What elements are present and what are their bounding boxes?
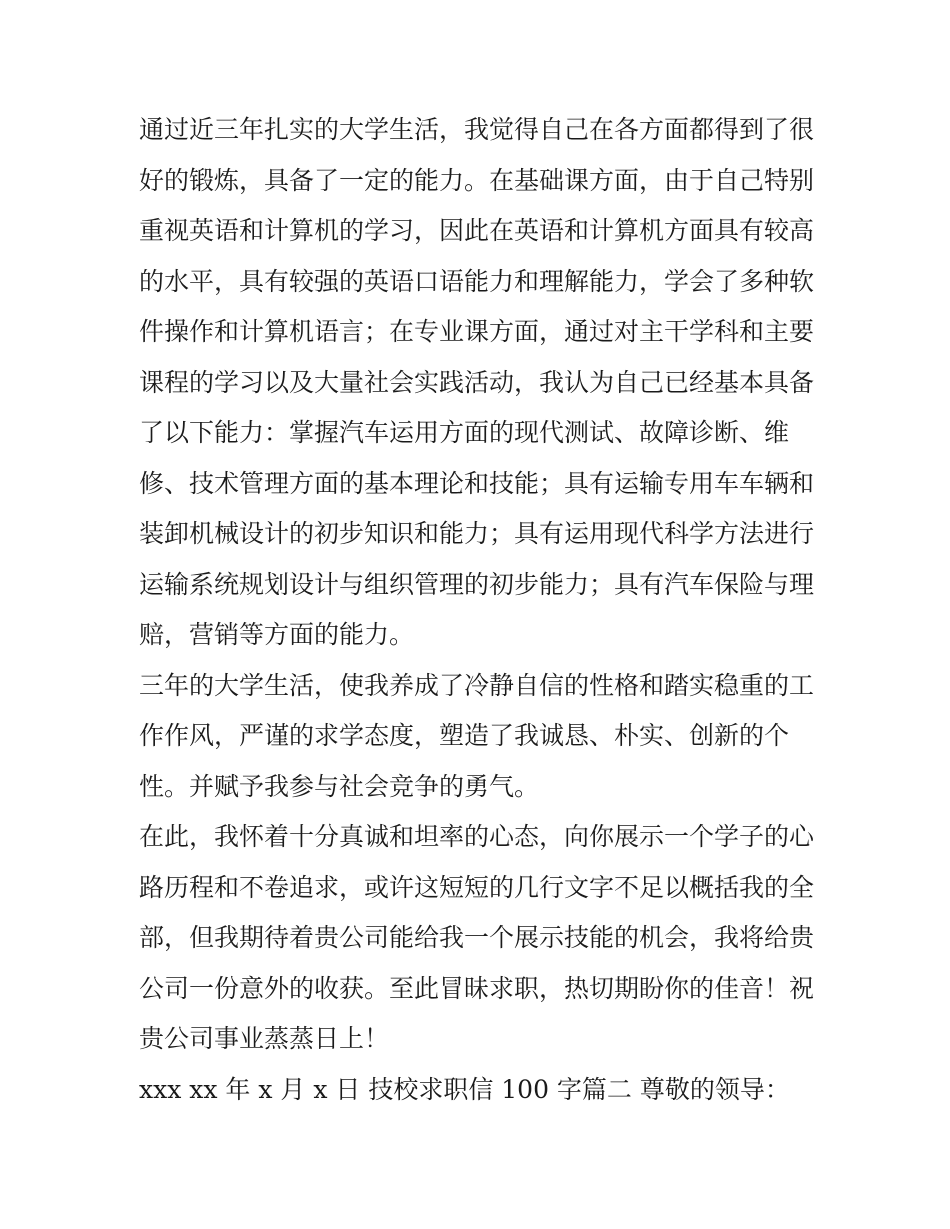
text-line: 赔，营销等方面的能力。 [139, 620, 415, 649]
text-line: 了以下能力：掌握汽车运用方面的现代测试、故障诊断、维 [139, 418, 790, 447]
text-line: 件操作和计算机语言；在专业课方面，通过对主干学科和主要 [139, 317, 815, 346]
text-line: 作作风，严谨的求学态度，塑造了我诚恳、朴实、创新的个 [139, 721, 790, 750]
text-line: 好的锻炼，具备了一定的能力。在基础课方面，由于自己特别 [139, 165, 815, 195]
paragraph-signature [139, 1065, 829, 1116]
text-line: 部，但我期待着贵公司能给我一个展示技能的机会，我将给贵 [139, 923, 815, 952]
document-body [139, 105, 829, 1115]
text-line: 重视英语和计算机的学习，因此在英语和计算机方面具有较高 [139, 216, 815, 245]
text-line: 的水平，具有较强的英语口语能力和理解能力，学会了多种软 [139, 266, 815, 296]
text-line: 通过近三年扎实的大学生活，我觉得自己在各方面都得到了很 [139, 115, 815, 144]
text-line: 在此，我怀着十分真诚和坦率的心态，向你展示一个学子的心 [139, 822, 815, 851]
text-line: xxx xx 年 x 月 x 日 技校求职信 100 字篇二 尊敬的领导： [139, 1074, 790, 1104]
paragraph-closing [139, 812, 829, 1065]
paragraph-character [139, 661, 829, 813]
text-line: 装卸机械设计的初步知识和能力；具有运用现代科学方法进行 [139, 519, 815, 548]
text-line: 课程的学习以及大量社会实践活动，我认为自己已经基本具备 [139, 367, 815, 397]
paragraph-self-assessment [139, 105, 829, 661]
text-line: 运输系统规划设计与组织管理的初步能力；具有汽车保险与理 [139, 569, 815, 599]
text-line: 公司一份意外的收获。至此冒昧求职，热切期盼你的佳音！祝 [139, 973, 815, 1003]
text-line: 三年的大学生活，使我养成了冷静自信的性格和踏实稳重的工 [139, 670, 815, 700]
text-line: 贵公司事业蒸蒸日上！ [139, 1024, 390, 1053]
text-line: 性。并赋予我参与社会竞争的勇气。 [139, 771, 540, 801]
text-line: 路历程和不卷追求，或许这短短的几行文字不足以概括我的全 [139, 872, 815, 902]
text-line: 修、技术管理方面的基本理论和技能；具有运输专用车车辆和 [139, 468, 815, 498]
